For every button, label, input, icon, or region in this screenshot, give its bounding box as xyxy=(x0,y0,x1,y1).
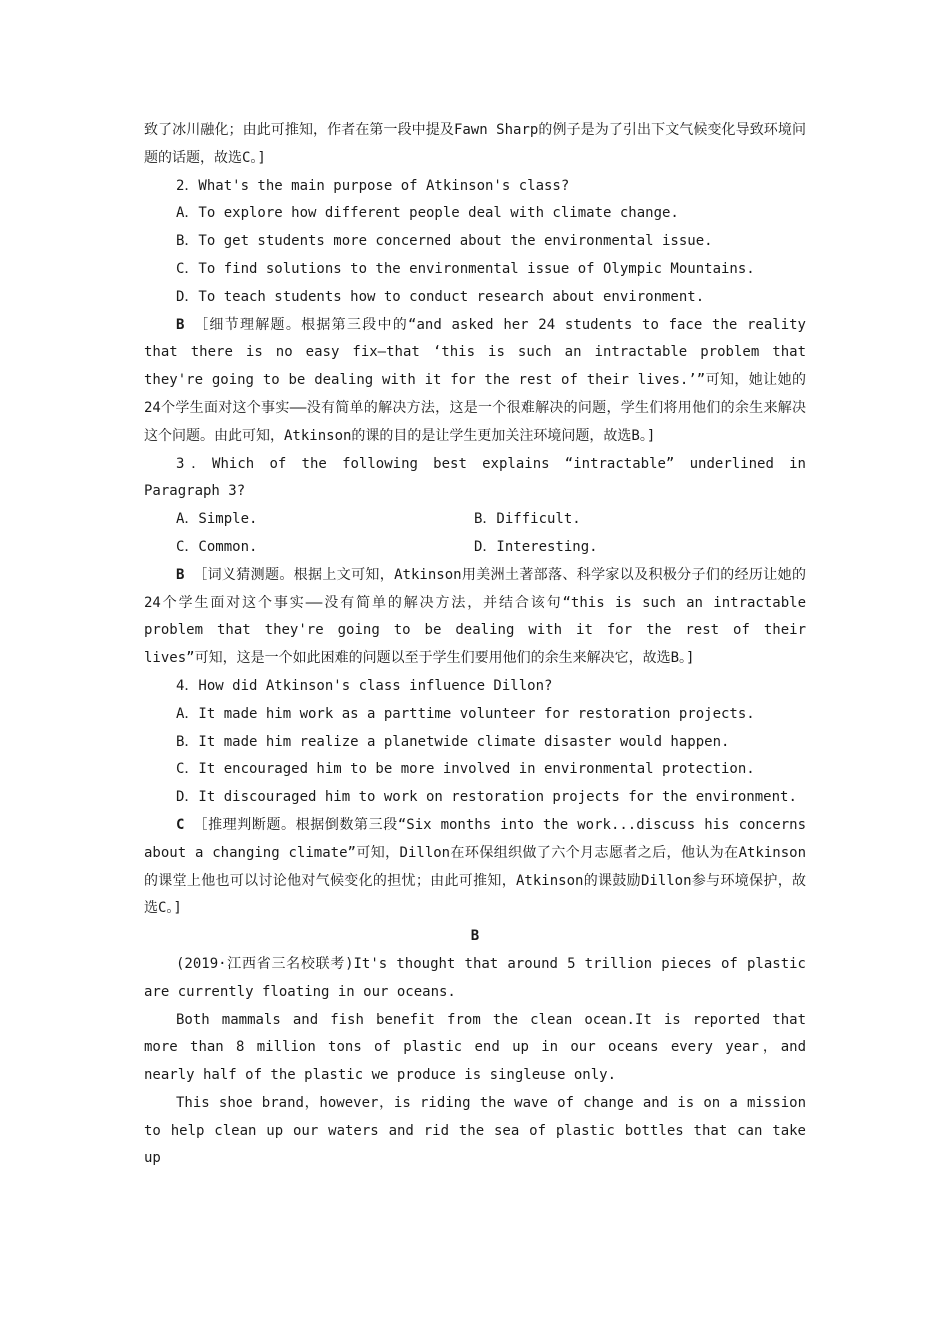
question-3-answer: B xyxy=(176,566,185,583)
question-3-option-d: D．Interesting. xyxy=(474,538,598,555)
question-3-options-row-1 xyxy=(144,506,806,534)
question-4-explanation xyxy=(144,812,806,923)
question-3-option-b: B．Difficult. xyxy=(474,511,581,528)
question-2-stem: 2．What's the main purpose of Atkinson's class? xyxy=(176,177,570,194)
question-4-explanation-text: ［推理判断题。根据倒数第三段“Six months into the work...discuss his concerns about a changing climate”可知，Dillon在环保组织做了六个月志愿者之后，他认为在Atkinson的课堂上他也可以讨论他对气候变化的担忧；由此可推知，Atkinson的课鼓励Dillon参与环境保护，故选C。] xyxy=(144,816,806,917)
passage-b-paragraph-3: This shoe brand，however，is riding the wave of change and is on a mission to help clean up our waters and rid the sea of plastic bottles that can take up xyxy=(144,1094,806,1167)
question-2-option-b: B．To get students more concerned about the environmental issue. xyxy=(176,233,713,250)
question-4-option-b: B．It made him realize a planetwide climate disaster would happen. xyxy=(176,733,730,750)
question-4-answer: C xyxy=(176,816,185,833)
question-2-option-c: C．To find solutions to the environmental issue of Olympic Mountains. xyxy=(176,260,755,277)
question-3-explanation-text: ［词义猜测题。根据上文可知，Atkinson用美洲土著部落、科学家以及积极分子们的经历让她的24个学生面对这个事实——没有简单的解决方法，并结合该句“this is such an intractable problem that they're going to be dealing with it for the rest of their lives”可知，这是一个如此困难的问题以至于学生们要用他们的余生来解决它，故选B。] xyxy=(144,566,806,667)
passage-b-paragraph-1: (2019·江西省三名校联考)It's thought that around 5 trillion pieces of plastic are currently floating in our oceans. xyxy=(144,955,806,1000)
question-2-explanation-text: ［细节理解题。根据第三段中的“and asked her 24 students to face the reality that there is no easy fix—that ‘this is such an intractable problem that they're going to be dealing with it for the rest of their lives.’”可知，她让她的24个学生面对这个事实——没有简单的解决方法，这是一个很难解决的问题，学生们将用他们的余生来解决这个问题。由此可知，Atkinson的课的目的是让学生更加关注环境问题，故选B。] xyxy=(144,316,806,444)
question-3-option-a: A．Simple. xyxy=(176,511,258,528)
passage-b-paragraph-2: Both mammals and fish benefit from the clean ocean.It is reported that more than 8 million tons of plastic end up in our oceans every year，and nearly half of the plastic we produce is singleuse only. xyxy=(144,1011,806,1084)
question-3-stem: 3．Which of the following best explains “intractable” underlined in Paragraph 3? xyxy=(144,455,806,500)
question-4-stem: 4．How did Atkinson's class influence Dillon? xyxy=(176,677,553,694)
question-3-explanation xyxy=(144,562,806,673)
document-page xyxy=(144,117,806,1173)
question-4-option-c: C．It encouraged him to be more involved in environmental protection. xyxy=(176,761,755,778)
question-3-option-c: C．Common. xyxy=(176,538,258,555)
question-2-answer: B xyxy=(176,316,185,333)
section-heading-b: B xyxy=(470,928,480,945)
question-4-option-d: D．It discouraged him to work on restoration projects for the environment. xyxy=(176,789,797,806)
question-3-options-row-2 xyxy=(144,534,806,562)
question-2-option-d: D．To teach students how to conduct research about environment. xyxy=(176,288,705,305)
answer-continuation: 致了冰川融化；由此可推知，作者在第一段中提及Fawn Sharp的例子是为了引出下文气候变化导致环境问题的话题，故选C。] xyxy=(144,122,806,166)
question-2-option-a: A．To explore how different people deal with climate change. xyxy=(176,205,679,222)
question-4-option-a: A．It made him work as a parttime volunteer for restoration projects. xyxy=(176,705,755,722)
question-2-explanation xyxy=(144,312,806,451)
